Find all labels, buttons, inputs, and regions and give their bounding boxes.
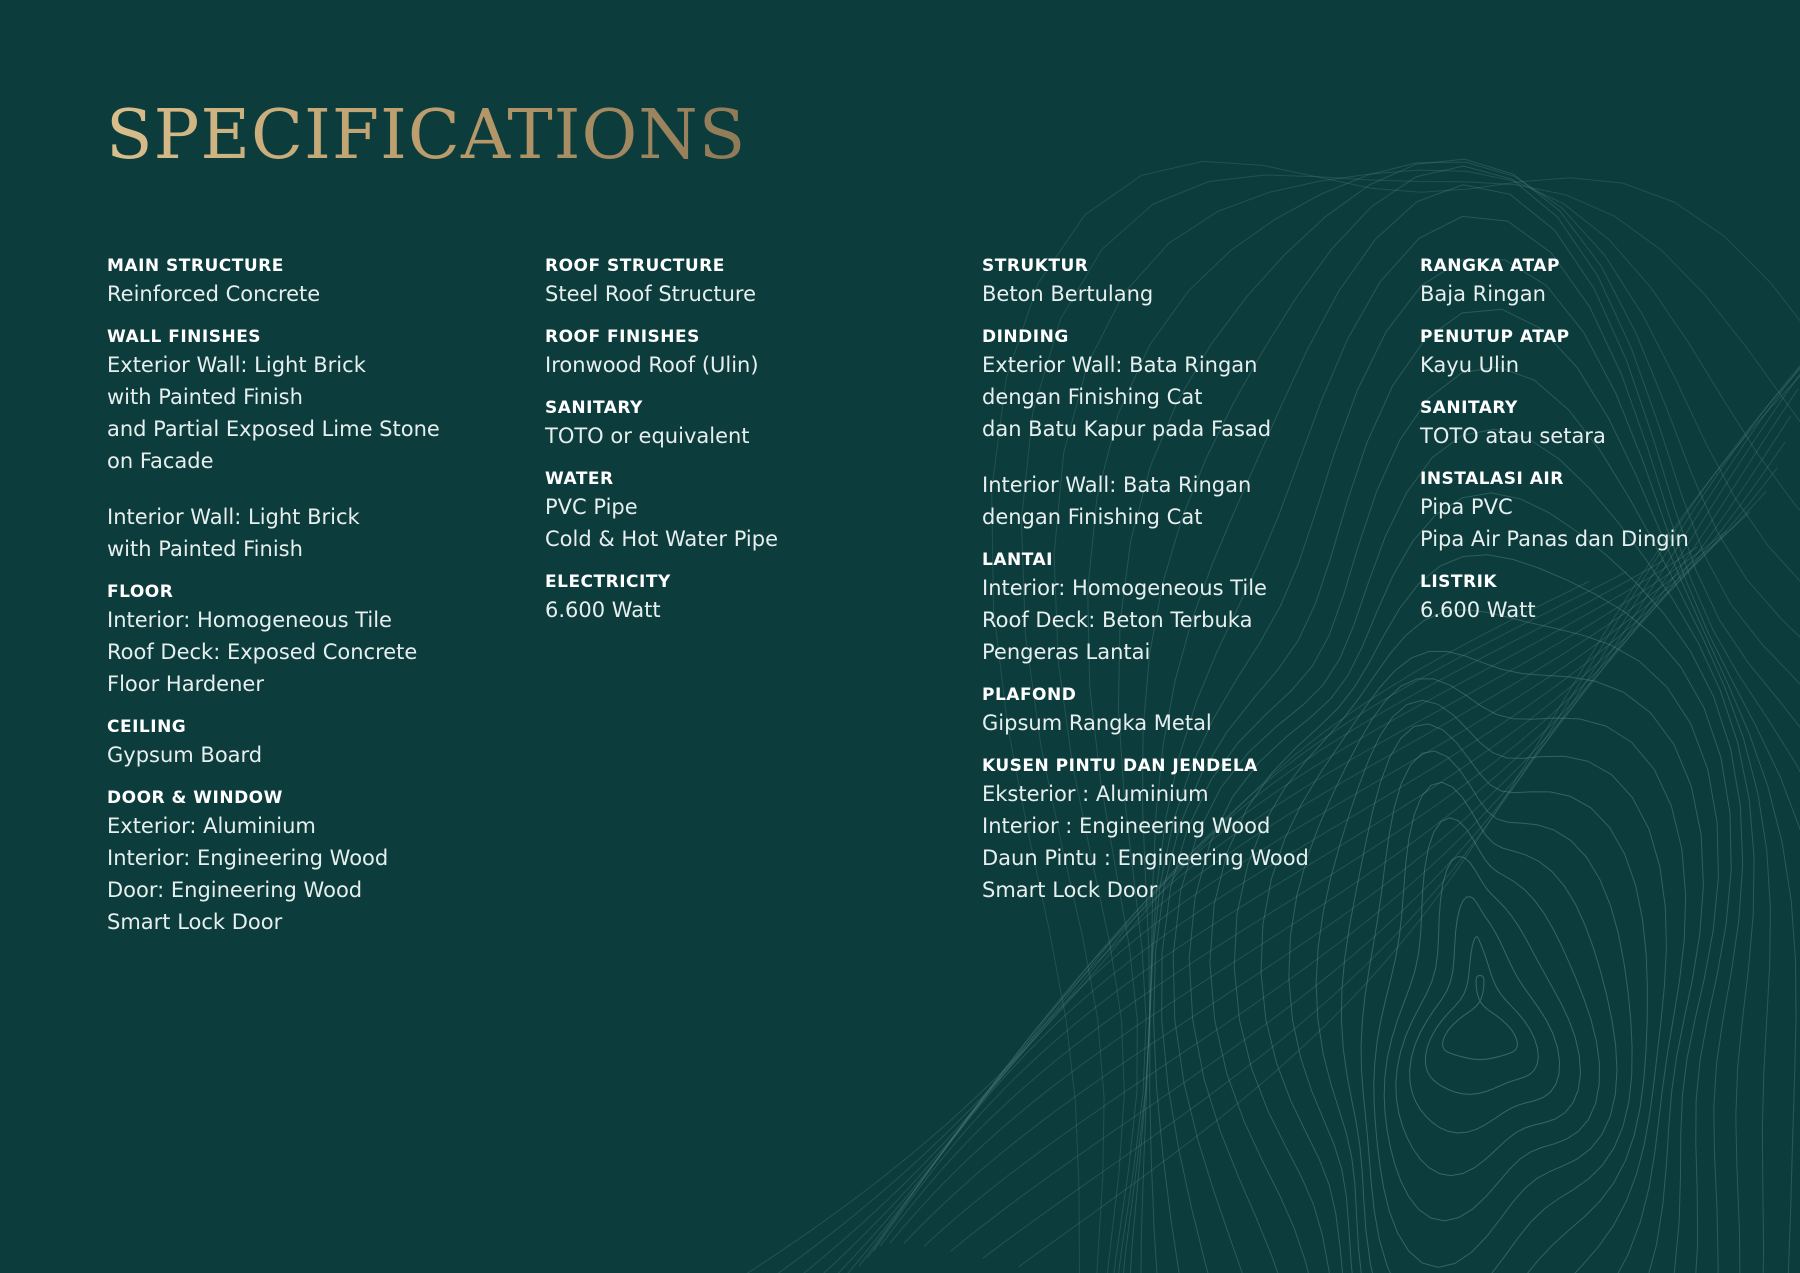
spec-instalasi-air [1420,467,1780,555]
spec-value: dan Batu Kapur pada Fasad [982,417,1272,441]
spec-main-structure [107,254,537,310]
spec-value: Reinforced Concrete [107,282,321,306]
spec-value: Floor Hardener [107,672,264,696]
spec-value: dengan Finishing Cat [982,505,1203,529]
spec-roof-finishes [545,325,975,381]
spec-label: DOOR & WINDOW [107,788,283,808]
spec-label: ROOF FINISHES [545,327,700,347]
spec-label: ELECTRICITY [545,572,671,592]
spec-label: MAIN STRUCTURE [107,256,284,276]
spec-value: Interior Wall: Light Brick [107,505,360,529]
spec-value: Exterior: Aluminium [107,814,316,838]
contour-line [1443,976,1518,1060]
spec-value: Gypsum Board [107,743,263,767]
spec-label: PENUTUP ATAP [1420,327,1570,347]
spec-value: Baja Ringan [1420,282,1546,306]
contour-line [1410,897,1560,1133]
spec-value: TOTO atau setara [1420,424,1606,448]
spec-value: Interior: Engineering Wood [107,846,389,870]
contour-line [1384,818,1599,1221]
contour-line [1426,937,1539,1095]
spec-value: Roof Deck: Beton Terbuka [982,608,1253,632]
spec-wall-finishes [107,325,537,565]
spec-value: Gipsum Rangka Metal [982,711,1212,735]
spec-value: Smart Lock Door [982,878,1158,902]
spec-value: Interior: Homogeneous Tile [107,608,392,632]
spec-plafond [982,683,1412,739]
spec-label: STRUKTUR [982,256,1089,276]
spec-label: ROOF STRUCTURE [545,256,725,276]
spec-value: with Painted Finish [107,537,303,561]
spec-value: 6.600 Watt [545,598,661,622]
spec-struktur [982,254,1412,310]
page-title: SPECIFICATIONS [106,96,747,175]
spec-column-3 [982,254,1412,921]
spec-value: PVC Pipe [545,495,638,519]
spec-value: Door: Engineering Wood [107,878,363,902]
spec-value: Cold & Hot Water Pipe [545,527,778,551]
spec-value: Interior : Engineering Wood [982,814,1271,838]
spec-dinding [982,325,1412,533]
spec-ceiling [107,715,537,771]
spec-label: LISTRIK [1420,572,1498,592]
spec-label: DINDING [982,327,1069,347]
spec-column-4 [1420,254,1780,641]
spec-value: Ironwood Roof (Ulin) [545,353,759,377]
spec-value: Pengeras Lantai [982,640,1151,664]
contour-line [1396,857,1581,1176]
spec-label: CEILING [107,717,187,737]
spec-value: Kayu Ulin [1420,353,1520,377]
spec-rangka-atap [1420,254,1780,310]
spec-label: KUSEN PINTU DAN JENDELA [982,756,1258,776]
spec-value: with Painted Finish [107,385,303,409]
spec-label: SANITARY [1420,398,1518,418]
spec-value: Exterior Wall: Light Brick [107,353,366,377]
spec-kusen-pintu-jendela [982,754,1412,906]
spec-electricity [545,570,975,626]
spec-value: Roof Deck: Exposed Concrete [107,640,418,664]
spec-value: Pipa PVC [1420,495,1513,519]
spec-value: Beton Bertulang [982,282,1154,306]
spec-value: Exterior Wall: Bata Ringan [982,353,1258,377]
spec-value: TOTO or equivalent [545,424,750,448]
spec-sanitary-id [1420,396,1780,452]
spec-value: Daun Pintu : Engineering Wood [982,846,1309,870]
spec-penutup-atap [1420,325,1780,381]
spec-label: RANGKA ATAP [1420,256,1560,276]
spec-label: PLAFOND [982,685,1077,705]
spec-door-window [107,786,537,938]
spec-value: 6.600 Watt [1420,598,1536,622]
spec-value: Steel Roof Structure [545,282,757,306]
spec-value: Eksterior : Aluminium [982,782,1209,806]
spec-label: WALL FINISHES [107,327,262,347]
spec-value: Interior Wall: Bata Ringan [982,473,1252,497]
spec-label: WATER [545,469,614,489]
spec-listrik [1420,570,1780,626]
spec-value: on Facade [107,449,214,473]
spec-column-1 [107,254,537,953]
spec-label: INSTALASI AIR [1420,469,1564,489]
spec-column-2 [545,254,975,641]
spec-value: and Partial Exposed Lime Stone [107,417,440,441]
spec-lantai [982,548,1412,668]
spec-floor [107,580,537,700]
spec-label: LANTAI [982,550,1053,570]
spec-value: Interior: Homogeneous Tile [982,576,1267,600]
spec-value: Smart Lock Door [107,910,283,934]
spec-label: FLOOR [107,582,174,602]
spec-value: Pipa Air Panas dan Dingin [1420,527,1689,551]
spec-label: SANITARY [545,398,643,418]
spec-water [545,467,975,555]
spec-roof-structure [545,254,975,310]
spec-sanitary [545,396,975,452]
spec-value: dengan Finishing Cat [982,385,1203,409]
